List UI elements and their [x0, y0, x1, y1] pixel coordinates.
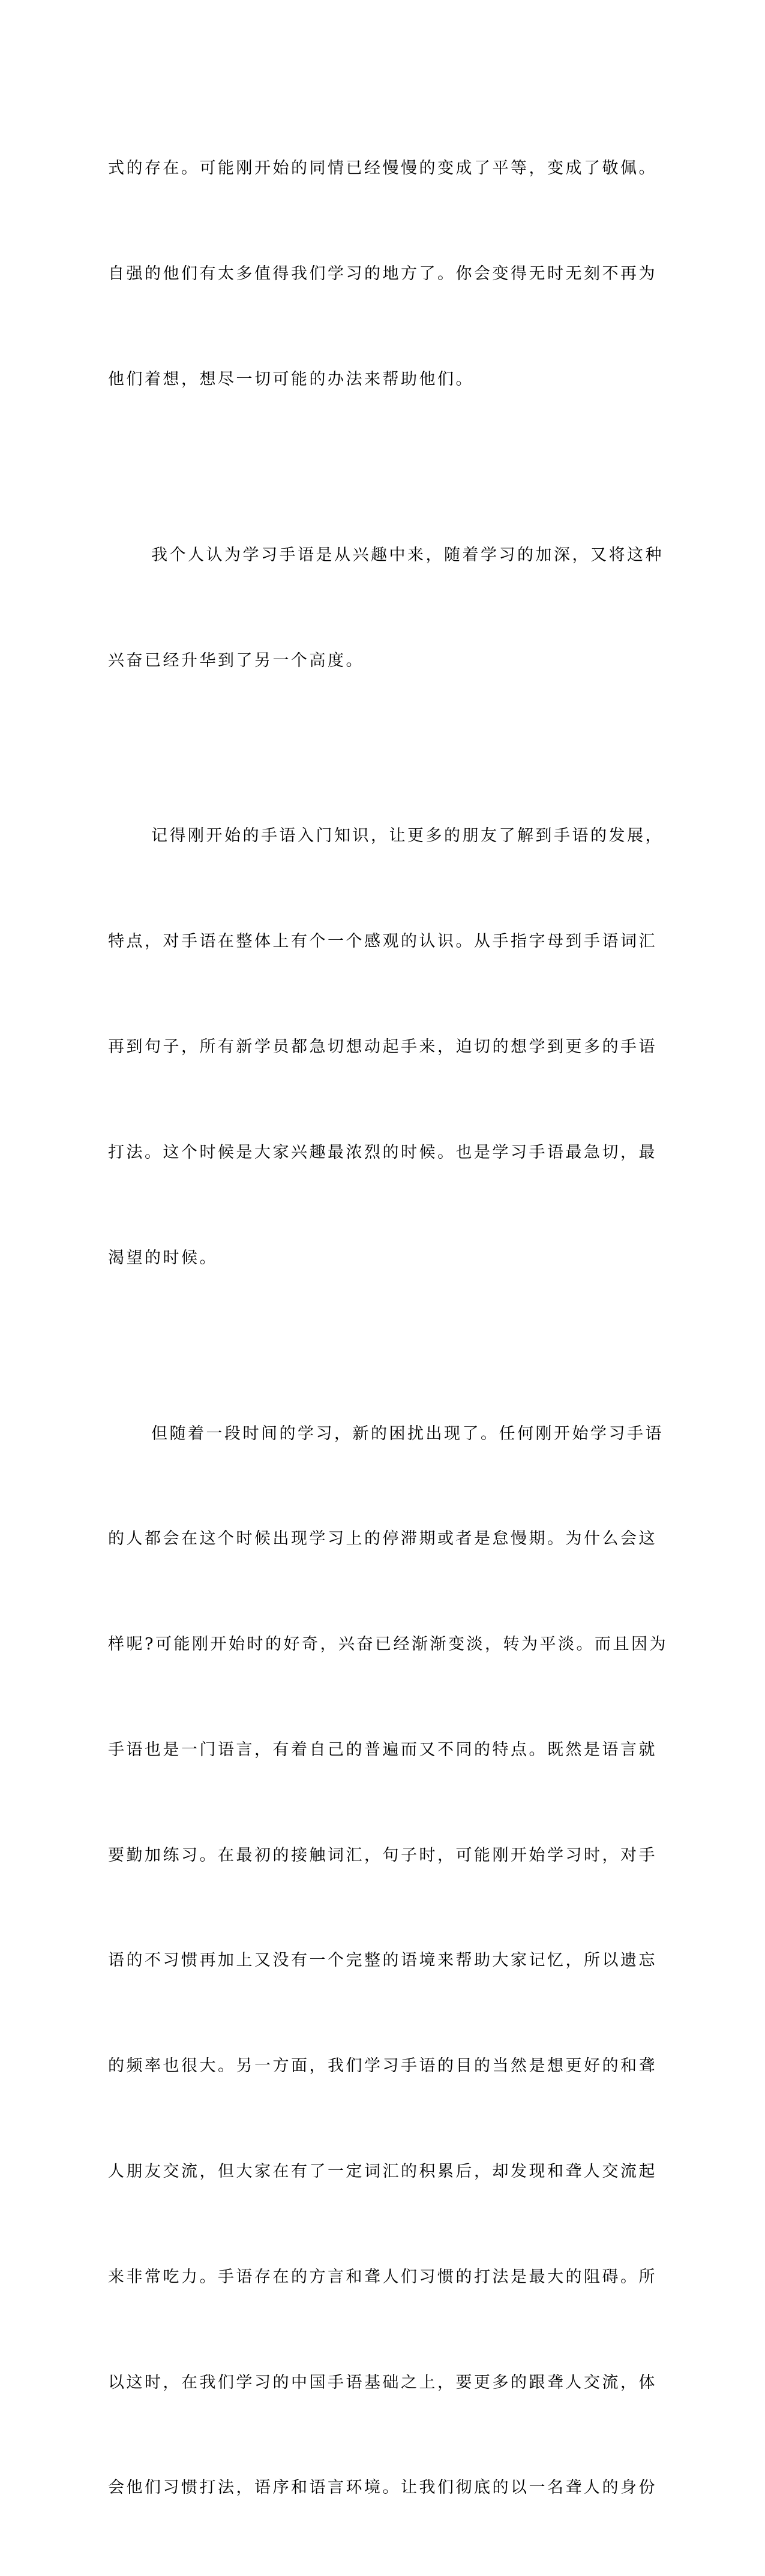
text-line: 打法。这个时候是大家兴趣最浓烈的时候。也是学习手语最急切，最 — [108, 1143, 657, 1162]
body-text — [108, 81, 668, 2576]
text-line: 人朋友交流，但大家在有了一定词汇的积累后，却发现和聋人交流起 — [108, 2162, 657, 2181]
text-line: 语的不习惯再加上又没有一个完整的语境来帮助大家记忆，所以遗忘 — [108, 1951, 657, 1970]
paragraph-2 — [108, 468, 664, 749]
text-line: 记得刚开始的手语入门知识，让更多的朋友了解到手语的发展， — [151, 826, 664, 846]
text-line: 但随着一段时间的学习，新的困扰出现了。任何刚开始学习手语 — [151, 1424, 664, 1443]
text-line: 渴望的时候。 — [108, 1248, 218, 1267]
text-line: 我个人认为学习手语是从兴趣中来，随着学习的加深，又将这种 — [151, 545, 664, 564]
text-line: 式的存在。可能刚开始的同情已经慢慢的变成了平等，变成了敬佩。 — [108, 159, 657, 178]
text-line: 再到句子，所有新学员都急切想动起手来，迫切的想学到更多的手语 — [108, 1038, 657, 1057]
text-line: 来非常吃力。手语存在的方言和聋人们习惯的打法是最大的阻碍。所 — [108, 2267, 657, 2286]
text-line: 要勤加练习。在最初的接触词汇，句子时，可能刚开始学习时，对手 — [108, 1845, 657, 1865]
text-line: 手语也是一门语言，有着自己的普遍而又不同的特点。既然是语言就 — [108, 1740, 657, 1759]
text-line: 兴奋已经升华到了另一个高度。 — [108, 651, 364, 670]
text-line: 的人都会在这个时候出现学习上的停滞期或者是怠慢期。为什么会这 — [108, 1529, 657, 1549]
text-line: 样呢?可能刚开始时的好奇，兴奋已经渐渐变淡，转为平淡。而且因为 — [108, 1635, 668, 1654]
text-line: 他们着想，想尽一切可能的办法来帮助他们。 — [108, 369, 474, 389]
text-line: 自强的他们有太多值得我们学习的地方了。你会变得无时无刻不再为 — [108, 264, 657, 283]
text-line: 会他们习惯打法，语序和语言环境。让我们彻底的以一名聋人的身份 — [108, 2478, 657, 2497]
paragraph-3 — [108, 749, 664, 1346]
paragraph-1 — [108, 81, 657, 468]
paragraph-4 — [108, 1346, 668, 2576]
text-line: 特点，对手语在整体上有个一个感观的认识。从手指字母到手语词汇 — [108, 932, 657, 951]
text-line: 以这时，在我们学习的中国手语基础之上，要更多的跟聋人交流，体 — [108, 2373, 657, 2392]
text-line: 的频率也很大。另一方面，我们学习手语的目的当然是想更好的和聋 — [108, 2057, 657, 2076]
